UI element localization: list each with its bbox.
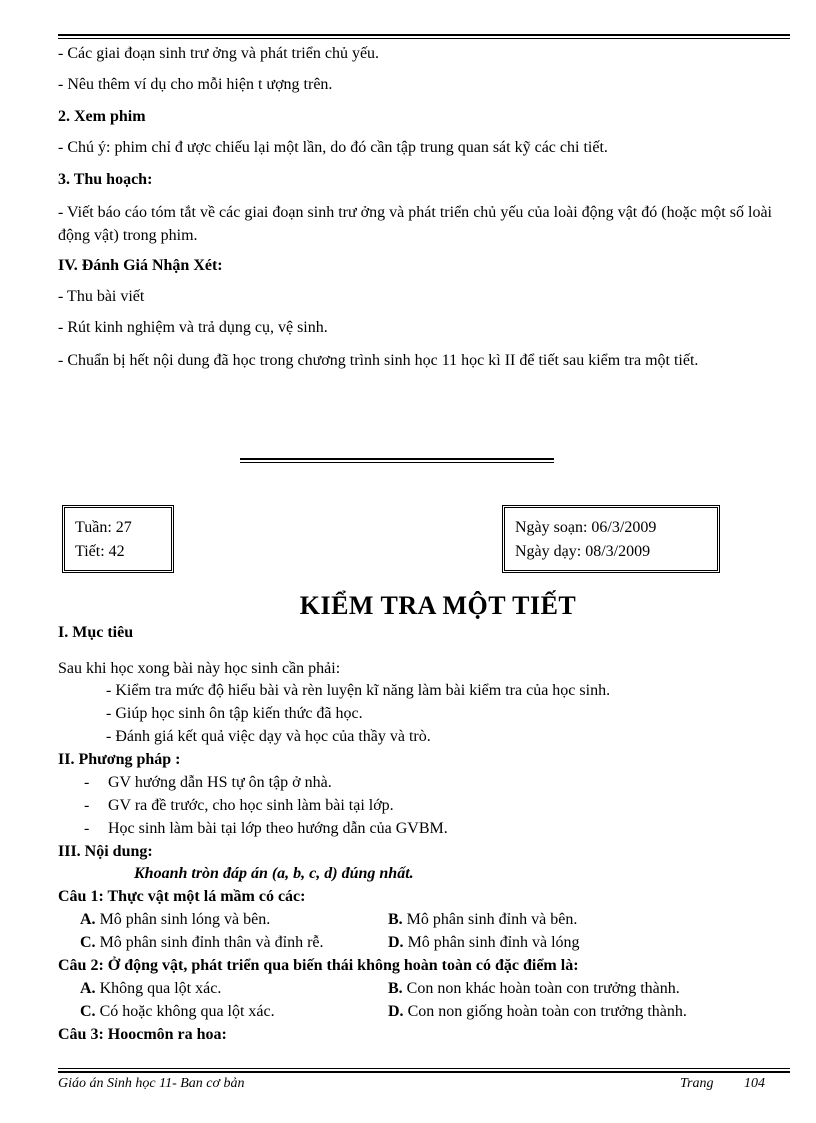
objectives-heading: I. Mục tiêu xyxy=(58,624,134,641)
content-heading: III. Nội dung: xyxy=(58,843,153,860)
q2-option-c: C. Có hoặc không qua lột xác. xyxy=(80,1003,275,1020)
footer-page-label: Trang xyxy=(680,1076,714,1091)
objectives-intro: Sau khi học xong bài này học sinh cần phải: xyxy=(58,660,341,677)
question-2: Câu 2: Ở động vật, phát triển qua biến thái không hoàn toàn có đặc điểm là: xyxy=(58,957,579,974)
objective-item: - Kiểm tra mức độ hiểu bài và rèn luyện kĩ năng làm bài kiểm tra của học sinh. xyxy=(106,682,611,699)
header-rule xyxy=(58,34,790,36)
question-3: Câu 3: Hoocmôn ra hoa: xyxy=(58,1026,227,1043)
section-heading-watch-film: 2. Xem phim xyxy=(58,108,146,125)
period-label: Tiết: 42 xyxy=(75,543,125,560)
footer-page-number: 104 xyxy=(744,1076,765,1091)
page-title: KIỂM TRA MỘT TIẾT xyxy=(299,591,577,620)
q1-option-a: A. Mô phân sinh lóng và bên. xyxy=(80,911,271,928)
date-box xyxy=(502,505,720,573)
method-heading: II. Phương pháp : xyxy=(58,751,181,768)
footer-left: Giáo án Sinh học 11- Ban cơ bản xyxy=(58,1076,245,1091)
eval-item-review: - Rút kinh nghiệm và trả dụng cụ, vệ sinh. xyxy=(58,319,328,336)
q1-option-c: C. Mô phân sinh đỉnh thân và đỉnh rễ. xyxy=(80,934,324,951)
method-item: - GV ra đề trước, cho học sinh làm bài tại lớp. xyxy=(84,797,394,814)
q2-option-d: D. Con non giống hoàn toàn con trưởng thành. xyxy=(388,1003,687,1020)
section-separator-thin xyxy=(240,462,554,463)
instruction-text: Khoanh tròn đáp án (a, b, c, d) đúng nhất. xyxy=(134,865,414,882)
method-item: - GV hướng dẫn HS tự ôn tập ở nhà. xyxy=(84,774,332,791)
eval-item-collect: - Thu bài viết xyxy=(58,288,145,305)
objective-item: - Giúp học sinh ôn tập kiến thức đã học. xyxy=(106,705,363,722)
prep-date: Ngày soạn: 06/3/2009 xyxy=(515,519,657,536)
section-heading-evaluation: IV. Đánh Giá Nhận Xét: xyxy=(58,257,223,274)
objective-item: - Đánh giá kết quả việc dạy và học của thầy và trò. xyxy=(106,728,431,745)
header-rule-thin xyxy=(58,38,790,39)
week-period-box xyxy=(62,505,174,573)
method-item: - Học sinh làm bài tại lớp theo hướng dẫn của GVBM. xyxy=(84,820,448,837)
preparation-note: - Chuẩn bị hết nội dung đã học trong chương trình sinh học 11 học kì II để tiết sau kiểm tra một tiết. xyxy=(58,352,699,369)
footer-rule xyxy=(58,1071,790,1073)
q1-option-d: D. Mô phân sinh đỉnh và lóng xyxy=(388,934,580,951)
question-1: Câu 1: Thực vật một lá mầm có các: xyxy=(58,888,306,905)
teach-date: Ngày dạy: 08/3/2009 xyxy=(515,543,651,560)
q1-option-b: B. Mô phân sinh đỉnh và bên. xyxy=(388,911,578,928)
week-label: Tuần: 27 xyxy=(75,519,132,536)
growth-stages-line: - Các giai đoạn sinh trư ởng và phát triển chủ yếu. xyxy=(58,45,380,62)
section-heading-harvest: 3. Thu hoạch: xyxy=(58,171,153,188)
section-separator xyxy=(240,458,554,460)
q2-option-b: B. Con non khác hoàn toàn con trưởng thành. xyxy=(388,980,680,997)
film-note: - Chú ý: phim chỉ đ ược chiếu lại một lần, do đó cần tập trung quan sát kỹ các chi tiết. xyxy=(58,139,608,156)
examples-line: - Nêu thêm ví dụ cho mỗi hiện t ượng trên. xyxy=(58,76,333,93)
report-instruction: - Viết báo cáo tóm tắt về các giai đoạn sinh trư ởng và phát triển chủ yếu của loài động vật đó (hoặc một số loài động vật) trong phim. xyxy=(58,204,772,244)
q2-option-a: A. Không qua lột xác. xyxy=(80,980,222,997)
footer-rule-thin xyxy=(58,1068,790,1069)
